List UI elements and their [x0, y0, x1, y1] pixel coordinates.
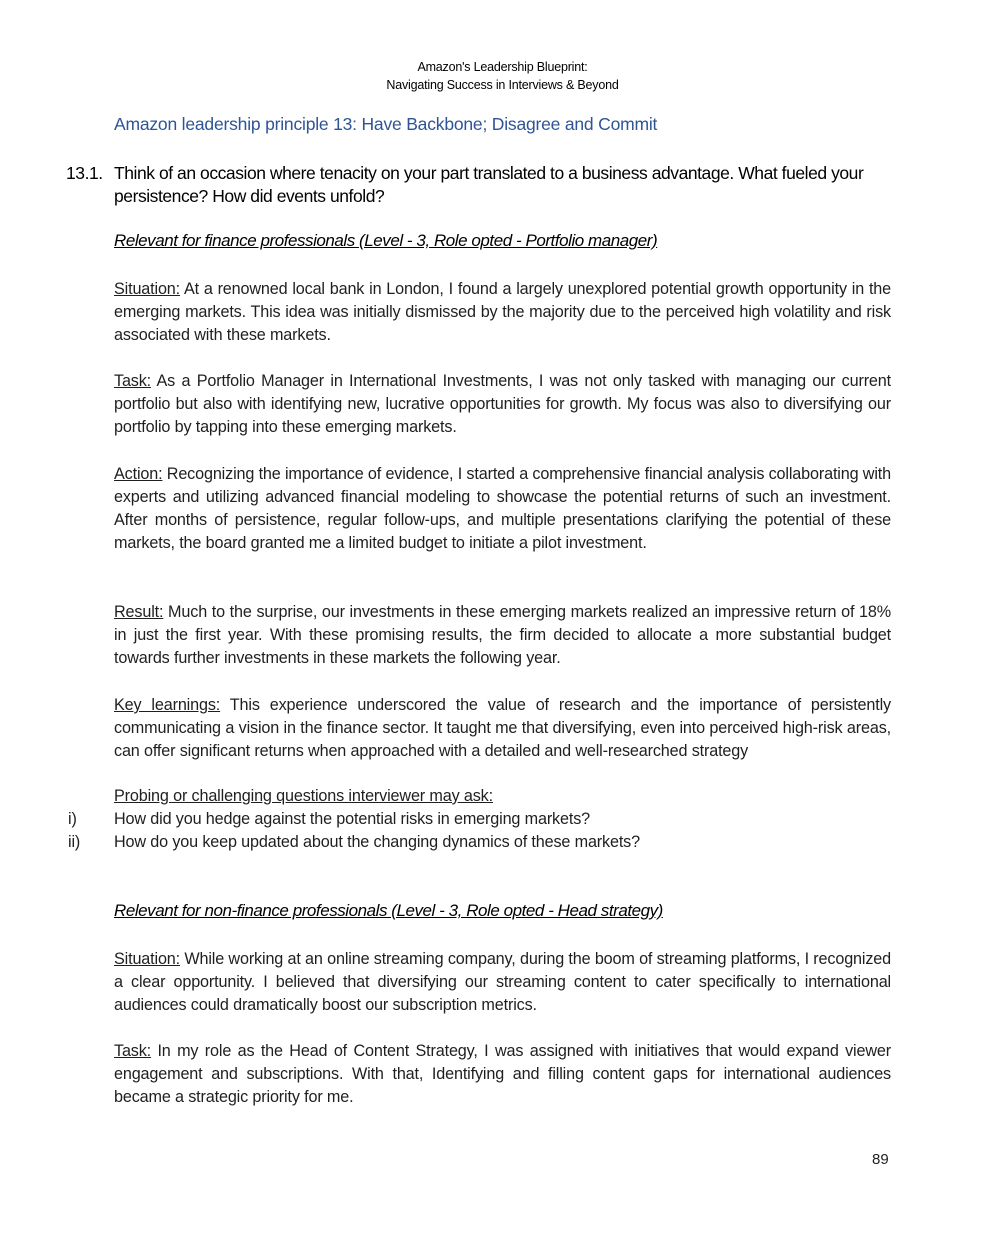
- situation-text: At a renowned local bank in London, I found a largely unexplored potential growth opportunity in the emerging markets. This idea was initially dismissed by the majority due to the perceived high volatility and risk associated with these markets.: [114, 280, 891, 345]
- task-text: As a Portfolio Manager in International Investments, I was not only tasked with managing our current portfolio but also with identifying new, lucrative opportunities for growth. My focus was also to diversifying our portfolio by tapping into these emerging markets.: [114, 372, 891, 437]
- finance-heading: Relevant for finance professionals (Level - 3, Role opted - Portfolio manager): [114, 231, 658, 250]
- question-13-1: [66, 162, 892, 208]
- result-label: Result:: [114, 603, 164, 621]
- finance-action: [114, 463, 891, 555]
- situation-label: Situation:: [114, 280, 180, 298]
- result-text: Much to the surprise, our investments in these emerging markets realized an impressive return of 18% in just the first year. With these promising results, the firm decided to allocate a more substantial budget towards further investments in these markets the following year.: [114, 603, 891, 668]
- key-learnings-text: This experience underscored the value of research and the importance of persistently communicating a vision in the finance sector. It taught me that diversifying, even into perceived high-risk areas, can offer significant returns when approached with a detailed and well-researched strategy: [114, 696, 891, 761]
- situation-text: While working at an online streaming company, during the boom of streaming platforms, I recognized a clear opportunity. I believed that diversifying our streaming content to cater specifically to international audiences could dramatically boost our subscription metrics.: [114, 950, 891, 1015]
- running-header: [0, 58, 1005, 94]
- task-label: Task:: [114, 1042, 152, 1060]
- task-text: In my role as the Head of Content Strategy, I was assigned with initiatives that would expand viewer engagement and subscriptions. With that, Identifying and filling content gaps for international audiences became a strategic priority for me.: [114, 1042, 891, 1107]
- finance-task: [114, 370, 891, 439]
- probing-questions-title: Probing or challenging questions interviewer may ask:: [114, 787, 493, 805]
- header-line-2: Navigating Success in Interviews & Beyond: [386, 78, 619, 92]
- action-text: Recognizing the importance of evidence, I started a comprehensive financial analysis collaborating with experts and utilizing advanced financial modeling to showcase the potential returns of such an investment. After months of persistence, regular follow-ups, and multiple presentations clarifying the potential of these markets, the board granted me a limited budget to initiate a pilot investment.: [114, 465, 891, 553]
- situation-label: Situation:: [114, 950, 180, 968]
- probing-question-text: How do you keep updated about the changing dynamics of these markets?: [114, 833, 640, 851]
- probing-question-text: How did you hedge against the potential risks in emerging markets?: [114, 810, 590, 828]
- principle-title: Amazon leadership principle 13: Have Backbone; Disagree and Commit: [114, 114, 658, 134]
- finance-result: [114, 601, 891, 670]
- action-label: Action:: [114, 465, 163, 483]
- finance-key-learnings: [114, 694, 891, 763]
- list-marker: i): [68, 810, 77, 828]
- non-finance-situation: [114, 948, 891, 1017]
- key-learnings-label: Key learnings:: [114, 696, 221, 714]
- page-number: 89: [872, 1151, 889, 1168]
- finance-situation: [114, 278, 891, 347]
- list-marker: ii): [68, 833, 81, 851]
- question-text: Think of an occasion where tenacity on your part translated to a business advantage. What fueled your persistence? How did events unfold?: [114, 163, 864, 206]
- non-finance-heading: Relevant for non-finance professionals (Level - 3, Role opted - Head strategy): [114, 901, 663, 920]
- header-line-1: Amazon's Leadership Blueprint:: [417, 60, 588, 74]
- question-number: 13.1.: [66, 163, 103, 183]
- non-finance-task: [114, 1040, 891, 1109]
- task-label: Task:: [114, 372, 152, 390]
